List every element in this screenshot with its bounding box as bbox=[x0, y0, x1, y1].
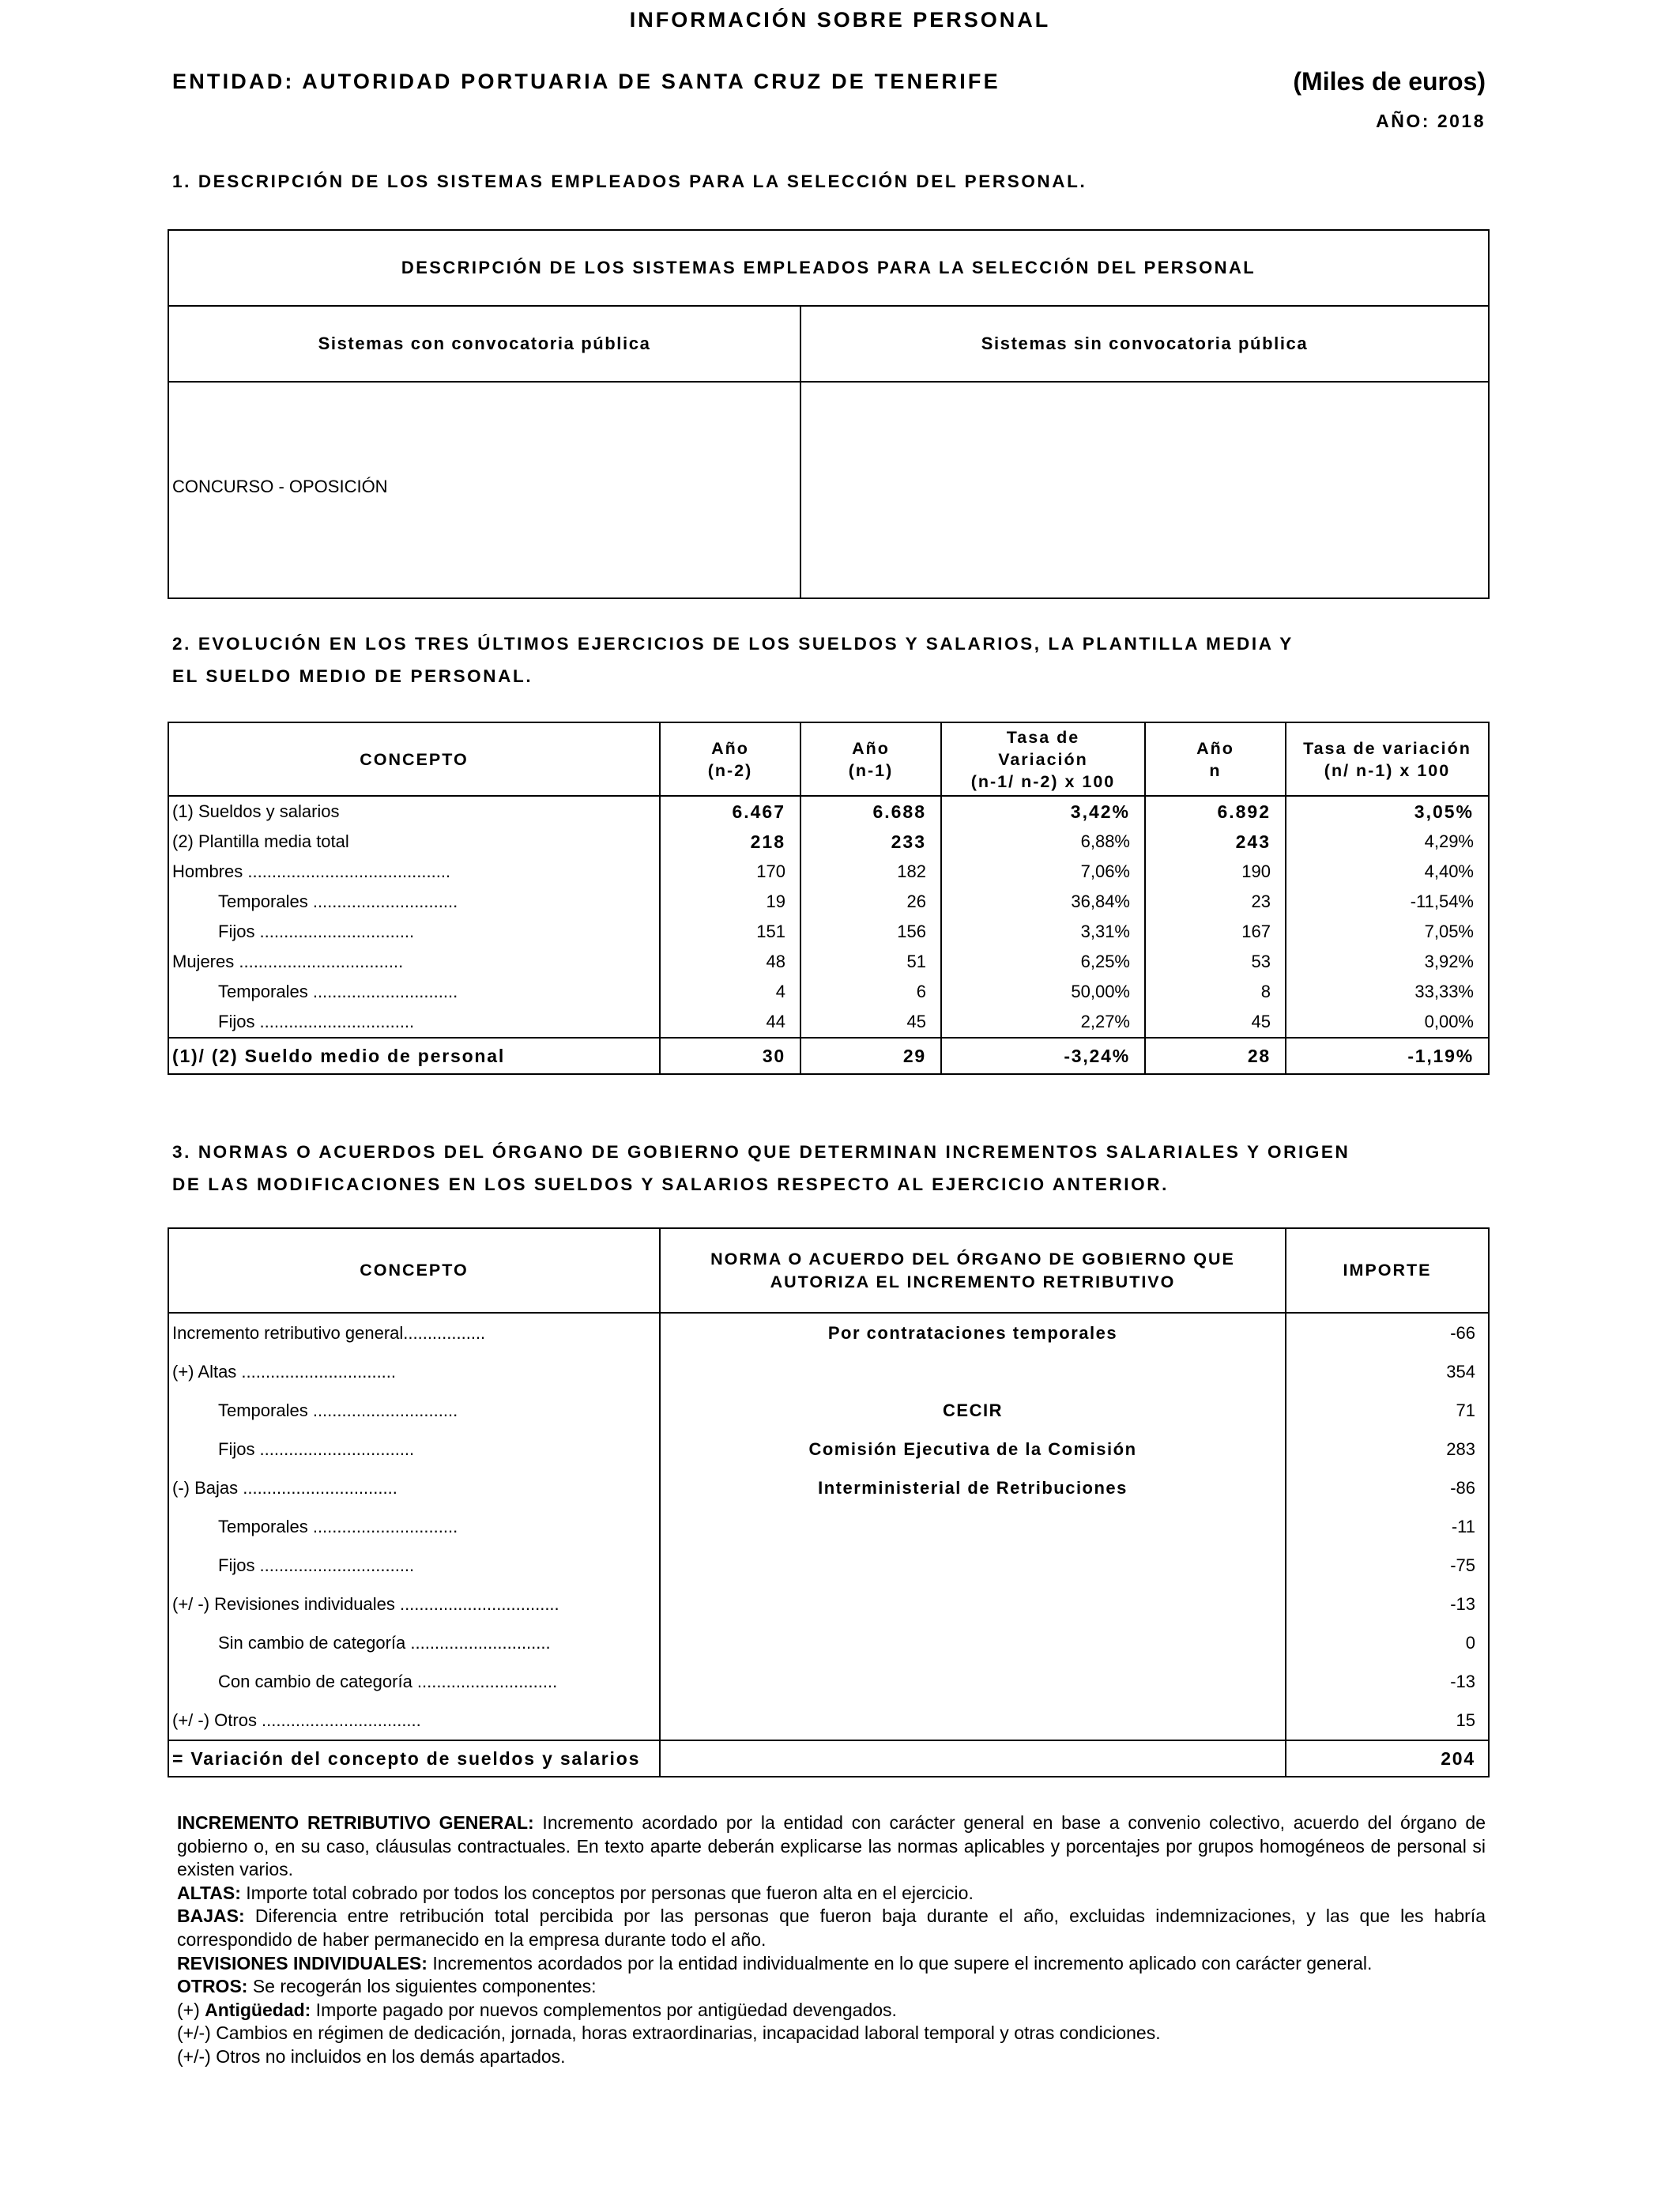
note-antiguedad: (+) Antigüedad: Importe pagado por nuevos complementos por antigüedad devengados. bbox=[177, 1999, 897, 2020]
note-incremento: INCREMENTO RETRIBUTIVO GENERAL: Incremento acordado por la entidad con carácter general en base a convenio colectivo, acuerdo del órgano de gobierno o, en su caso, cláusulas contractuales. En texto aparte deberán explicarse las normas aplicables y porcentajes por grupos homogéneos de personal si existen varios. bbox=[177, 1812, 1486, 1880]
table-row: (+) Altas ................................ 354 bbox=[168, 1352, 1489, 1391]
table-row: Con cambio de categoría ............................. -13 bbox=[168, 1662, 1489, 1701]
header-year-n: Año n bbox=[1145, 722, 1286, 796]
section2-heading-line2: EL SUELDO MEDIO DE PERSONAL. bbox=[172, 666, 533, 686]
table-row: Hombres .......................................... 170 182 7,06% 190 4,40% bbox=[168, 857, 1489, 887]
note-altas: ALTAS: Importe total cobrado por todos los conceptos por personas que fueron alta en el ejercicio. bbox=[177, 1882, 974, 1903]
table-row: Temporales .............................. 4 6 50,00% 8 33,33% bbox=[168, 977, 1489, 1007]
note-bajas: BAJAS: Diferencia entre retribución total percibida por las personas que fueron baja durante el año, excluidas indemnizaciones, y las que les habría correspondido de haber permanecido en la empresa durante todo el año. bbox=[177, 1906, 1486, 1950]
units-label: (Miles de euros) bbox=[1293, 67, 1486, 96]
selection-systems-title: DESCRIPCIÓN DE LOS SISTEMAS EMPLEADOS PARA LA SELECCIÓN DEL PERSONAL bbox=[168, 230, 1489, 306]
salary-variation-total-row: = Variación del concepto de sueldos y salarios 204 bbox=[168, 1740, 1489, 1777]
header-concepto: CONCEPTO bbox=[168, 722, 660, 796]
section3-heading bbox=[172, 1136, 1350, 1201]
selection-systems-table bbox=[168, 229, 1490, 599]
table-row: Mujeres .................................. 48 51 6,25% 53 3,92% bbox=[168, 947, 1489, 977]
entity-name: ENTIDAD: AUTORIDAD PORTUARIA DE SANTA CRUZ DE TENERIFE bbox=[172, 70, 1000, 93]
salary-evolution-table bbox=[168, 722, 1490, 1075]
section2-heading-line1: 2. EVOLUCIÓN EN LOS TRES ÚLTIMOS EJERCICIOS DE LOS SUELDOS Y SALARIOS, LA PLANTILLA MEDIA Y bbox=[172, 634, 1294, 654]
note-otros: OTROS: Se recogerán los siguientes componentes: bbox=[177, 1976, 597, 1997]
header-concepto: CONCEPTO bbox=[168, 1228, 660, 1313]
table-row: Sin cambio de categoría ............................. 0 bbox=[168, 1623, 1489, 1662]
table-row: (1) Sueldos y salarios 6.467 6.688 3,42% 6.892 3,05% bbox=[168, 796, 1489, 827]
col-no-public-header: Sistemas sin convocatoria pública bbox=[800, 306, 1489, 382]
table-row: Temporales .............................. 19 26 36,84% 23 -11,54% bbox=[168, 887, 1489, 917]
average-salary-row: (1)/ (2) Sueldo medio de personal 30 29 -3,24% 28 -1,19% bbox=[168, 1038, 1489, 1074]
header-rate-n-n1: Tasa de variación (n/ n-1) x 100 bbox=[1286, 722, 1489, 796]
table-row: (-) Bajas ................................ Interministerial de Retribuciones -86 bbox=[168, 1468, 1489, 1507]
table-row: Temporales .............................. -11 bbox=[168, 1507, 1489, 1546]
note-otros-no-incluidos: (+/-) Otros no incluidos en los demás apartados. bbox=[177, 2045, 566, 2067]
page-title: INFORMACIÓN SOBRE PERSONAL bbox=[629, 8, 1051, 32]
definitions-notes bbox=[177, 1811, 1486, 2069]
header-rate-n1-n2: Tasa de Variación (n-1/ n-2) x 100 bbox=[941, 722, 1145, 796]
table-row: Incremento retributivo general................. Por contrataciones temporales -66 bbox=[168, 1313, 1489, 1352]
table-row: Fijos ................................ Comisión Ejecutiva de la Comisión 283 bbox=[168, 1430, 1489, 1468]
note-cambios: (+/-) Cambios en régimen de dedicación, jornada, horas extraordinarias, incapacidad laboral temporal y otras condiciones. bbox=[177, 2022, 1161, 2044]
table-row: (2) Plantilla media total 218 233 6,88% 243 4,29% bbox=[168, 827, 1489, 857]
note-revisiones: REVISIONES INDIVIDUALES: Incrementos acordados por la entidad individualmente en lo que supere el incremento aplicado con carácter general. bbox=[177, 1952, 1373, 1973]
table-row: (+/ -) Otros ................................. 15 bbox=[168, 1701, 1489, 1740]
header-importe: IMPORTE bbox=[1286, 1228, 1489, 1313]
section3-heading-line1: 3. NORMAS O ACUERDOS DEL ÓRGANO DE GOBIERNO QUE DETERMINAN INCREMENTOS SALARIALES Y ORIGEN bbox=[172, 1142, 1350, 1162]
section1-heading: 1. DESCRIPCIÓN DE LOS SISTEMAS EMPLEADOS PARA LA SELECCIÓN DEL PERSONAL. bbox=[172, 172, 1087, 191]
header-norma: NORMA O ACUERDO DEL ÓRGANO DE GOBIERNO QUE AUTORIZA EL INCREMENTO RETRIBUTIVO bbox=[660, 1228, 1286, 1313]
no-public-systems-cell bbox=[800, 382, 1489, 598]
header-year-n2: Año (n-2) bbox=[660, 722, 800, 796]
table-row: Temporales .............................. CECIR 71 bbox=[168, 1391, 1489, 1430]
header-year-n1: Año (n-1) bbox=[800, 722, 941, 796]
col-public-header: Sistemas con convocatoria pública bbox=[168, 306, 800, 382]
salary-changes-table bbox=[168, 1227, 1490, 1777]
table-row: Fijos ................................ 151 156 3,31% 167 7,05% bbox=[168, 917, 1489, 947]
section3-heading-line2: DE LAS MODIFICACIONES EN LOS SUELDOS Y SALARIOS RESPECTO AL EJERCICIO ANTERIOR. bbox=[172, 1174, 1169, 1194]
table-row: Fijos ................................ -75 bbox=[168, 1546, 1489, 1585]
year-label: AÑO: 2018 bbox=[1376, 111, 1486, 131]
public-systems-cell: CONCURSO - OPOSICIÓN bbox=[168, 382, 800, 598]
table-row: Fijos ................................ 44 45 2,27% 45 0,00% bbox=[168, 1007, 1489, 1038]
table-row: (+/ -) Revisiones individuales ................................. -13 bbox=[168, 1585, 1489, 1623]
section2-heading bbox=[172, 628, 1294, 692]
